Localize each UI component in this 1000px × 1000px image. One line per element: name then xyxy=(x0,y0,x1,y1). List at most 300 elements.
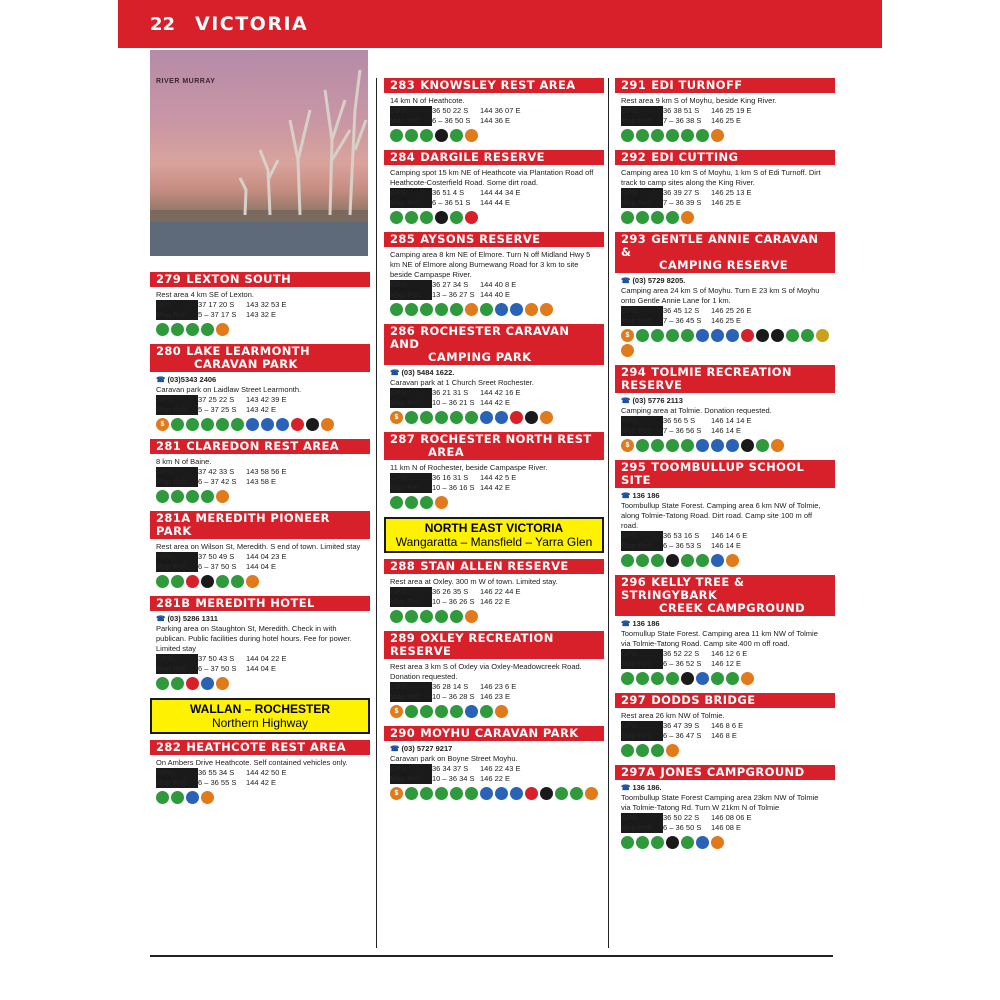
site-phone: ☎ (03) 5727 9217 xyxy=(390,744,598,754)
tent-icon xyxy=(450,303,463,316)
site-header xyxy=(150,344,370,372)
swim-icon xyxy=(261,418,274,431)
field-label: Map Ref: xyxy=(621,116,663,126)
fee-icon: $ xyxy=(390,705,403,718)
field-label: Map Ref: xyxy=(156,562,198,572)
bbq-icon xyxy=(435,129,448,142)
field-value: JONES CAMPGROUND xyxy=(660,765,805,779)
site-entry-289 xyxy=(384,631,604,718)
field-value: 37 50 49 S xyxy=(198,552,235,561)
no-fire-icon xyxy=(465,211,478,224)
site-description: 14 km N of Heathcote. xyxy=(390,96,465,105)
field-value: 146 22 44 E xyxy=(480,587,521,596)
bbq-icon xyxy=(666,836,679,849)
site-entry-285 xyxy=(384,232,604,316)
field-value: 5 – 37 25 S xyxy=(198,405,237,414)
site-description: Camping area 10 km S of Moyhu, 1 km S of Edi Turnoff. Dirt track to camp sites along the King River. xyxy=(621,168,821,187)
field-value: 146 25 E xyxy=(711,116,742,125)
toilet-icon xyxy=(171,575,184,588)
field-value: 36 55 34 S xyxy=(198,768,235,777)
power-icon xyxy=(390,303,403,316)
site-header xyxy=(615,460,835,488)
site-entry-280 xyxy=(150,344,370,431)
camper-icon xyxy=(405,211,418,224)
fuel-icon xyxy=(816,329,829,342)
dog-icon xyxy=(216,677,229,690)
field-label: GPS: xyxy=(390,388,432,398)
site-description: Toomullup State Forest. Camping area 11 km NW of Tolmie via Tolmie-Tatong Road. Camp site 400 m off road. xyxy=(621,629,818,648)
field-value: LEXTON SOUTH xyxy=(186,272,292,286)
fee-icon: $ xyxy=(621,329,634,342)
caravan-icon xyxy=(636,439,649,452)
column-1 xyxy=(150,50,370,1000)
car-icon xyxy=(420,129,433,142)
toilet-icon xyxy=(465,411,478,424)
field-value: AYSONS RESERVE xyxy=(420,232,541,246)
field-value: 146 12 E xyxy=(711,659,742,668)
field-value: 281 xyxy=(156,439,182,453)
facility-icons xyxy=(150,487,370,503)
site-header xyxy=(384,150,604,165)
field-value: 146 14 E xyxy=(711,541,742,550)
field-label: GPS: xyxy=(621,188,663,198)
playground-icon xyxy=(171,791,184,804)
caravan-icon xyxy=(390,129,403,142)
field-label: Map Ref: xyxy=(621,541,663,551)
field-value: DODDS BRIDGE xyxy=(651,693,756,707)
field-label: Map Ref: xyxy=(156,477,198,487)
site-header xyxy=(384,232,604,247)
site-phone: ☎ (03) 5484 1622. xyxy=(390,368,598,378)
field-label: GPS: xyxy=(156,552,198,562)
column-divider xyxy=(608,78,609,948)
car-icon xyxy=(186,490,199,503)
field-label: GPS: xyxy=(390,587,432,597)
field-value: ROCHESTER NORTH REST xyxy=(420,432,592,446)
field-value: 36 39 27 S xyxy=(663,188,700,197)
field-value: KELLY TREE & STRINGYBARK xyxy=(621,575,745,602)
field-value: 144 42 E xyxy=(246,778,277,787)
facility-icons xyxy=(384,607,604,623)
site-entry-288 xyxy=(384,559,604,623)
field-value: 37 17 20 S xyxy=(198,300,235,309)
site-header xyxy=(384,631,604,659)
region-banner: NORTH EAST VICTORIA Wangaratta – Mansfield – Yarra Glen xyxy=(384,517,604,553)
field-value: 143 42 E xyxy=(246,405,277,414)
caravan-icon xyxy=(405,705,418,718)
site-entry-291 xyxy=(615,78,835,142)
field-value: MOYHU CARAVAN PARK xyxy=(420,726,579,740)
field-value: 291 xyxy=(621,78,647,92)
field-label: GPS: xyxy=(390,280,432,290)
site-description: Caravan park on Boyne Street Moyhu. xyxy=(390,754,518,763)
field-value: 146 14 14 E xyxy=(711,416,752,425)
site-description: Rest area 26 km NW of Tolmie. xyxy=(621,711,725,720)
facility-icons xyxy=(384,126,604,142)
field-value: 10 – 36 34 S xyxy=(432,774,475,783)
campfire-icon xyxy=(465,303,478,316)
field-value: 144 42 50 E xyxy=(246,768,287,777)
camper-icon xyxy=(636,129,649,142)
facility-icons xyxy=(615,126,835,142)
field-value: 36 16 31 S xyxy=(432,473,469,482)
camper-icon xyxy=(171,490,184,503)
facility-icons xyxy=(150,415,370,431)
power-icon xyxy=(171,418,184,431)
playground-icon xyxy=(450,610,463,623)
field-label: Map Ref: xyxy=(156,664,198,674)
bbq-icon xyxy=(525,411,538,424)
field-label: GPS: xyxy=(621,721,663,731)
field-value: 144 44 34 E xyxy=(480,188,521,197)
site-entry-279 xyxy=(150,272,370,336)
site-entry-296 xyxy=(615,575,835,685)
picnic-table-icon xyxy=(711,672,724,685)
swim-icon xyxy=(711,439,724,452)
caravan-icon xyxy=(621,836,634,849)
accessible-icon xyxy=(186,791,199,804)
laundry-icon xyxy=(510,787,523,800)
camper-icon xyxy=(171,323,184,336)
field-label: Map Ref: xyxy=(390,290,432,300)
field-value: 146 14 6 E xyxy=(711,531,748,540)
toilet-icon xyxy=(231,418,244,431)
camper-icon xyxy=(405,610,418,623)
field-value: 6 – 36 53 S xyxy=(663,541,702,550)
field-label: Map Ref: xyxy=(390,398,432,408)
shower-icon xyxy=(465,705,478,718)
facility-icons xyxy=(384,493,604,509)
field-value: 286 xyxy=(390,324,416,338)
site-entry-293 xyxy=(615,232,835,357)
car-icon xyxy=(651,129,664,142)
field-value: 287 xyxy=(390,432,416,446)
caravan-icon xyxy=(156,677,169,690)
toilet-icon xyxy=(651,836,664,849)
field-value: CREEK CAMPGROUND xyxy=(659,601,806,615)
picnic-table-icon xyxy=(681,554,694,567)
site-description: Rest area 3 km S of Oxley via Oxley-Meadowcreek Road. Donation requested. xyxy=(390,662,582,681)
field-value: 6 – 37 42 S xyxy=(198,477,237,486)
picnic-table-icon xyxy=(420,496,433,509)
playground-icon xyxy=(570,787,583,800)
field-value: 143 58 56 E xyxy=(246,467,287,476)
field-label: Map Ref: xyxy=(621,426,663,436)
field-value: 10 – 36 28 S xyxy=(432,692,475,701)
field-value: 36 38 51 S xyxy=(663,106,700,115)
site-description: Camping spot 15 km NE of Heathcote via Plantation Road off Heathcote-Costerfield Road. Some dirt road. xyxy=(390,168,594,187)
field-value: GENTLE ANNIE CARAVAN & xyxy=(621,232,819,259)
site-description: On Ambers Drive Heathcote. Self contained vehicles only. xyxy=(156,758,348,767)
swim-icon xyxy=(711,329,724,342)
field-value: CAMPING RESERVE xyxy=(659,258,789,272)
caravan-icon xyxy=(156,791,169,804)
camper-icon xyxy=(636,836,649,849)
bbq-icon xyxy=(741,439,754,452)
field-value: 10 – 36 26 S xyxy=(432,597,475,606)
field-value: OXLEY RECREATION RESERVE xyxy=(390,631,554,658)
toilet-icon xyxy=(450,705,463,718)
accessible-icon xyxy=(696,836,709,849)
field-value: 280 xyxy=(156,344,182,358)
site-description: Camping area at Tolmie. Donation requested. xyxy=(621,406,772,415)
dog-icon xyxy=(726,554,739,567)
field-value: 144 36 E xyxy=(480,116,511,125)
site-phone: ☎ (03) 5729 8205. xyxy=(621,276,829,286)
dog-icon xyxy=(435,496,448,509)
site-description: 11 km N of Rochester, beside Campaspe River. xyxy=(390,463,548,472)
facility-icons xyxy=(615,326,835,357)
field-value: 146 25 E xyxy=(711,198,742,207)
caravan-icon xyxy=(621,744,634,757)
car-icon xyxy=(435,705,448,718)
no-fire-icon xyxy=(186,677,199,690)
field-value: 144 36 07 E xyxy=(480,106,521,115)
dog-icon xyxy=(540,411,553,424)
facility-icons xyxy=(615,551,835,567)
toilet-icon xyxy=(420,610,433,623)
facility-icons xyxy=(150,788,370,804)
camper-icon xyxy=(636,744,649,757)
field-value: 146 8 6 E xyxy=(711,721,744,730)
field-label: GPS: xyxy=(621,531,663,541)
caravan-icon xyxy=(156,490,169,503)
fee-icon: $ xyxy=(390,411,403,424)
dog-icon xyxy=(711,836,724,849)
field-label: GPS: xyxy=(156,300,198,310)
field-value: 279 xyxy=(156,272,182,286)
first-aid-icon xyxy=(186,575,199,588)
page-title: VICTORIA xyxy=(195,13,309,35)
caravan-icon xyxy=(621,129,634,142)
field-value: 285 xyxy=(390,232,416,246)
field-value: 288 xyxy=(390,559,416,573)
field-value: 144 42 5 E xyxy=(480,473,517,482)
camper-icon xyxy=(636,554,649,567)
bbq-icon xyxy=(435,211,448,224)
site-header xyxy=(384,432,604,460)
field-value: STAN ALLEN RESERVE xyxy=(420,559,569,573)
dog-icon xyxy=(771,439,784,452)
car-icon xyxy=(216,418,229,431)
field-label: Map Ref: xyxy=(390,692,432,702)
field-label: GPS: xyxy=(390,682,432,692)
site-header xyxy=(150,596,370,611)
fee-icon: $ xyxy=(621,439,634,452)
field-label: GPS: xyxy=(621,813,663,823)
laundry-icon xyxy=(276,418,289,431)
field-value: EDI TURNOFF xyxy=(651,78,743,92)
field-label: Map Ref: xyxy=(390,483,432,493)
field-value: 294 xyxy=(621,365,647,379)
field-value: 10 – 36 21 S xyxy=(432,398,475,407)
dog-icon xyxy=(216,323,229,336)
site-phone: ☎ (03)5343 2406 xyxy=(156,375,364,385)
field-value: 144 04 E xyxy=(246,664,277,673)
camper-icon xyxy=(435,787,448,800)
boat-icon xyxy=(495,303,508,316)
dog-icon xyxy=(681,211,694,224)
field-value: 36 47 39 S xyxy=(663,721,700,730)
field-label: GPS: xyxy=(390,473,432,483)
site-description: Rest area on Wilson St, Meredith. S end of town. Limited stay xyxy=(156,542,361,551)
field-label: GPS: xyxy=(390,764,432,774)
accessible-icon xyxy=(201,677,214,690)
field-value: 144 04 23 E xyxy=(246,552,287,561)
field-value: 146 22 E xyxy=(480,597,511,606)
field-value: 6 – 36 47 S xyxy=(663,731,702,740)
dog-icon xyxy=(465,610,478,623)
site-header xyxy=(384,726,604,741)
playground-icon xyxy=(666,211,679,224)
field-value: 146 25 19 E xyxy=(711,106,752,115)
dog-icon xyxy=(621,344,634,357)
picnic-table-icon xyxy=(555,787,568,800)
kiosk-icon xyxy=(771,329,784,342)
field-label: Map Ref: xyxy=(156,405,198,415)
field-value: 36 21 31 S xyxy=(432,388,469,397)
toilet-icon xyxy=(465,787,478,800)
site-description: Rest area at Oxley. 300 m W of town. Limited stay. xyxy=(390,577,558,586)
site-header xyxy=(384,78,604,93)
field-value: 6 – 36 50 S xyxy=(432,116,471,125)
site-header xyxy=(615,693,835,708)
site-description: 8 km N of Baine. xyxy=(156,457,212,466)
field-value: 295 xyxy=(621,460,647,474)
site-header xyxy=(150,439,370,454)
playground-icon xyxy=(480,705,493,718)
fee-icon: $ xyxy=(156,418,169,431)
field-value: 36 56 5 S xyxy=(663,416,696,425)
site-entry-287 xyxy=(384,432,604,509)
dog-icon xyxy=(246,575,259,588)
toilet-icon xyxy=(666,129,679,142)
field-value: 146 08 E xyxy=(711,823,742,832)
no-fire-icon xyxy=(291,418,304,431)
walking-icon xyxy=(525,303,538,316)
site-phone: ☎ 136 186. xyxy=(621,783,829,793)
power-icon xyxy=(405,411,418,424)
dog-icon xyxy=(321,418,334,431)
swim-icon xyxy=(495,411,508,424)
field-value: 36 34 37 S xyxy=(432,764,469,773)
camper-icon xyxy=(636,672,649,685)
site-description: Rest area 9 km S of Moyhu, beside King River. xyxy=(621,96,777,105)
field-value: 7 – 36 39 S xyxy=(663,198,702,207)
field-label: Map Ref: xyxy=(621,731,663,741)
bbq-icon xyxy=(666,554,679,567)
site-header xyxy=(615,575,835,616)
site-description: Toombullup State Forest. Camping area 6 km NW of Tolmie, along Tolmie-Tatong Road. Dirt road. Camp site 100 m off road. xyxy=(621,501,821,530)
field-value: MEREDITH PIONEER PARK xyxy=(156,511,330,538)
playground-icon xyxy=(726,672,739,685)
field-value: 7 – 36 56 S xyxy=(663,426,702,435)
site-entry-281b xyxy=(150,596,370,690)
no-fire-icon xyxy=(525,787,538,800)
field-value: 290 xyxy=(390,726,416,740)
no-fire-icon xyxy=(741,329,754,342)
field-value: 144 40 8 E xyxy=(480,280,517,289)
field-value: 144 42 16 E xyxy=(480,388,521,397)
field-value: 143 58 E xyxy=(246,477,277,486)
field-value: 144 42 E xyxy=(480,483,511,492)
region-banner: WALLAN – ROCHESTER Northern Highway xyxy=(150,698,370,734)
field-value: 296 xyxy=(621,575,647,589)
field-value: ROCHESTER CARAVAN AND xyxy=(390,324,570,351)
field-label: Map Ref: xyxy=(621,198,663,208)
site-description: Camping area 24 km S of Moyhu. Turn E 23 km S of Moyhu onto Gentle Annie Lane for 1 km. xyxy=(621,286,820,305)
field-value: EDI CUTTING xyxy=(651,150,739,164)
site-header xyxy=(150,511,370,539)
field-value: 146 12 6 E xyxy=(711,649,748,658)
toilet-icon xyxy=(171,677,184,690)
laundry-icon xyxy=(726,329,739,342)
camper-icon xyxy=(435,411,448,424)
field-value: 284 xyxy=(390,150,416,164)
site-entry-297a xyxy=(615,765,835,849)
field-value: 146 23 6 E xyxy=(480,682,517,691)
field-value: 292 xyxy=(621,150,647,164)
camper-icon xyxy=(666,329,679,342)
field-label: GPS: xyxy=(156,467,198,477)
camper-icon xyxy=(405,129,418,142)
site-description: Rest area 4 km SE of Lexton. xyxy=(156,290,254,299)
caravan-icon xyxy=(390,211,403,224)
site-entry-294 xyxy=(615,365,835,452)
field-value: 144 04 E xyxy=(246,562,277,571)
playground-icon xyxy=(696,129,709,142)
field-value: 146 25 13 E xyxy=(711,188,752,197)
accessible-icon xyxy=(711,554,724,567)
field-label: GPS: xyxy=(390,106,432,116)
field-value: 7 – 36 38 S xyxy=(663,116,702,125)
field-label: GPS: xyxy=(156,654,198,664)
facility-icons xyxy=(615,436,835,452)
field-value: 297A xyxy=(621,765,656,779)
fee-icon: $ xyxy=(390,787,403,800)
field-value: 283 xyxy=(390,78,416,92)
picnic-table-icon xyxy=(681,836,694,849)
camper-icon xyxy=(201,418,214,431)
facility-icons xyxy=(615,741,835,757)
field-value: 5 – 37 17 S xyxy=(198,310,237,319)
field-value: 37 42 33 S xyxy=(198,467,235,476)
toilet-icon xyxy=(420,211,433,224)
caravan-icon xyxy=(420,787,433,800)
toilet-icon xyxy=(681,329,694,342)
field-value: 146 08 06 E xyxy=(711,813,752,822)
picnic-table-icon xyxy=(756,439,769,452)
caravan-icon xyxy=(651,329,664,342)
field-value: 36 50 22 S xyxy=(432,106,469,115)
caravan-icon xyxy=(390,496,403,509)
field-value: LAKE LEARMONTH xyxy=(186,344,311,358)
field-value: 293 xyxy=(621,232,647,246)
car-icon xyxy=(666,439,679,452)
site-header xyxy=(615,365,835,393)
site-phone: ☎ 136 186 xyxy=(621,619,829,629)
fishing-icon xyxy=(696,672,709,685)
field-label: Map Ref: xyxy=(390,597,432,607)
picnic-table-icon xyxy=(450,211,463,224)
field-value: 281A xyxy=(156,511,191,525)
facility-icons xyxy=(384,300,604,316)
dog-icon xyxy=(585,787,598,800)
field-value: 36 50 22 S xyxy=(663,813,700,822)
field-label: GPS: xyxy=(621,416,663,426)
power-icon xyxy=(636,329,649,342)
field-value: 146 25 26 E xyxy=(711,306,752,315)
